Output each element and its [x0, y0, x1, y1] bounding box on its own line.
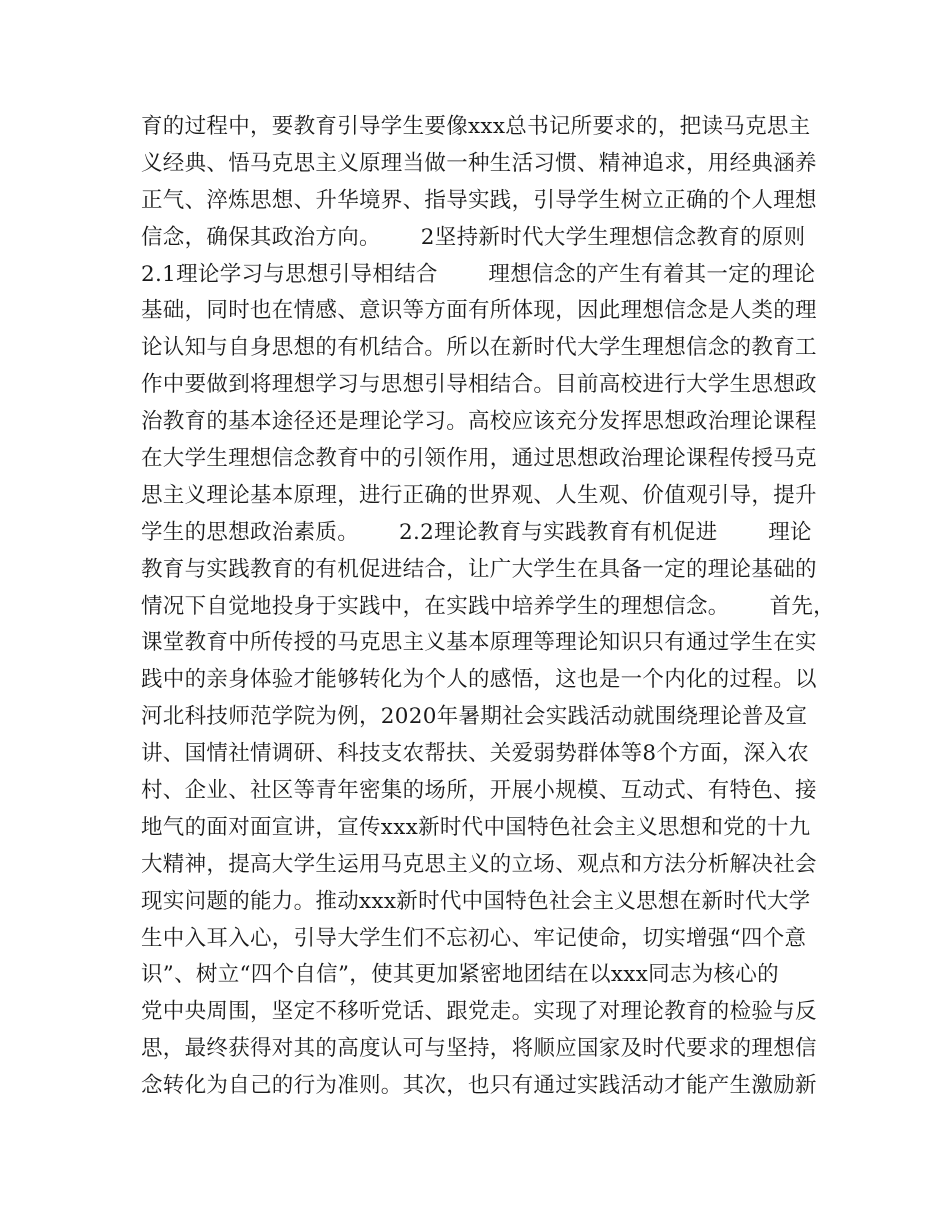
- text-line: 2.1理论学习与思想引导相结合 理想信念的产生有着其一定的理论: [141, 261, 816, 287]
- text-line: 地气的面对面宣讲，宣传xxx新时代中国特色社会主义思想和党的十九: [141, 814, 811, 840]
- text-line: 思主义理论基本原理，进行正确的世界观、人生观、价值观引导，提升: [141, 482, 817, 508]
- text-line: 情况下自觉地投身于实践中，在实践中培养学生的理想信念。 首先，: [141, 593, 835, 619]
- text-line: 思，最终获得对其的高度认可与坚持，将顺应国家及时代要求的理想信: [141, 1036, 817, 1062]
- text-line: 信念，确保其政治方向。 2坚持新时代大学生理想信念教育的原则: [141, 224, 806, 250]
- text-line: 学生的思想政治素质。 2.2理论教育与实践教育有机促进 理论: [141, 519, 812, 545]
- text-line: 党中央周围，坚定不移听党话、跟党走。实现了对理论教育的检验与反: [141, 999, 817, 1025]
- text-line: 教育与实践教育的有机促进结合，让广大学生在具备一定的理论基础的: [141, 556, 817, 582]
- text-line: 践中的亲身体验才能够转化为个人的感悟，这也是一个内化的过程。以: [141, 667, 817, 693]
- body-text: [141, 109, 835, 1105]
- text-line: 讲、国情社情调研、科技支农帮扶、关爱弱势群体等8个方面，深入农: [141, 741, 809, 767]
- text-line: 作中要做到将理想学习与思想引导相结合。目前高校进行大学生思想政: [141, 372, 817, 398]
- text-line: 村、企业、社区等青年密集的场所，开展小规模、互动式、有特色、接: [141, 778, 817, 804]
- text-line: 生中入耳入心，引导大学生们不忘初心、牢记使命，切实增强“四个意: [141, 925, 807, 951]
- text-line: 在大学生理想信念教育中的引领作用，通过思想政治理论课程传授马克: [141, 446, 817, 472]
- text-line: 义经典、悟马克思主义原理当做一种生活习惯、精神追求，用经典涵养: [141, 150, 817, 176]
- text-line: 治教育的基本途径还是理论学习。高校应该充分发挥思想政治理论课程: [141, 409, 817, 435]
- text-line: 河北科技师范学院为例，2020年暑期社会实践活动就围绕理论普及宣: [141, 704, 808, 730]
- text-line: 论认知与自身思想的有机结合。所以在新时代大学生理想信念的教育工: [141, 335, 817, 361]
- text-line: 课堂教育中所传授的马克思主义基本原理等理论知识只有通过学生在实: [141, 630, 817, 656]
- text-line: 大精神，提高大学生运用马克思主义的立场、观点和方法分析解决社会: [141, 851, 817, 877]
- text-line: 正气、淬炼思想、升华境界、指导实践，引导学生树立正确的个人理想: [141, 187, 817, 213]
- text-line: 念转化为自己的行为准则。其次，也只有通过实践活动才能产生激励新: [141, 1073, 817, 1099]
- text-line: 育的过程中，要教育引导学生要像xxx总书记所要求的，把读马克思主: [141, 114, 811, 139]
- text-line: 基础，同时也在情感、意识等方面有所体现，因此理想信念是人类的理: [141, 298, 817, 324]
- text-line: 识”、树立“四个自信”，使其更加紧密地团结在以xxx同志为核心的: [141, 962, 779, 988]
- text-line: 现实问题的能力。推动xxx新时代中国特色社会主义思想在新时代大学: [141, 888, 811, 914]
